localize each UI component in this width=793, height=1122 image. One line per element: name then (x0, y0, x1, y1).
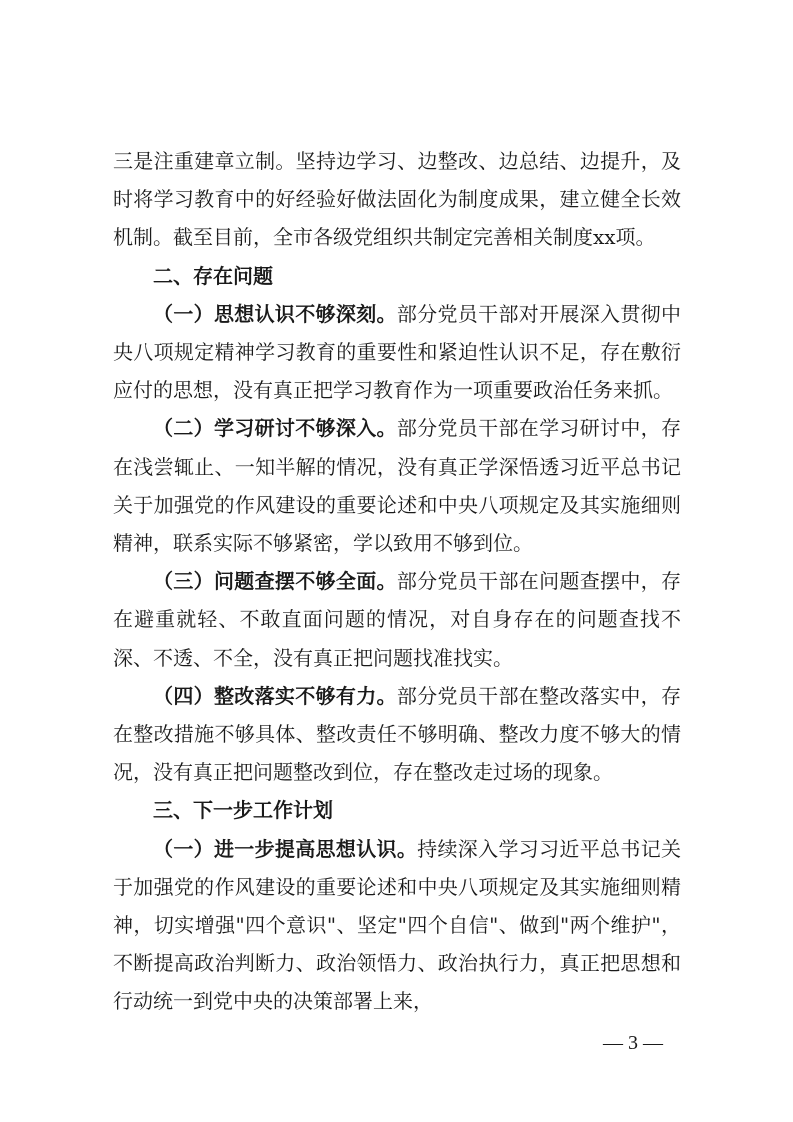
problem-item-1 (113, 295, 681, 410)
problem-item-2 (113, 409, 681, 562)
problem-item-3 (113, 562, 681, 677)
section-heading-next-steps: 三、下一步工作计划 (153, 798, 333, 823)
problem-item-2-lead: （二）学习研讨不够深入。 (153, 416, 397, 441)
problem-item-4-text: 部分党员干部在整改落实中，存在整改措施不够具体、整改责任不够明确、整改力度不够大的情况，没有真正把问题整改到位，存在整改走过场的现象。 (113, 683, 682, 785)
document-body (113, 142, 681, 1021)
plan-item-1-lead: （一）进一步提高思想认识。 (153, 836, 418, 861)
plan-item-1-text: 持续深入学习习近平总书记关于加强党的作风建设的重要论述和中央八项规定及其实施细则精神，切实增强"四个意识"、坚定"四个自信"、做到"两个维护"，不断提高政治判断力、政治领悟力、政治执行力，真正把思想和行动统一到党中央的决策部署上来， (113, 836, 682, 1014)
page-number: — 3 — (603, 1032, 663, 1054)
problem-item-3-text: 部分党员干部在问题查摆中，存在避重就轻、不敢直面问题的情况，对自身存在的问题查找不深、不透、不全，没有真正把问题找准找实。 (113, 569, 682, 670)
problem-item-3-lead: （三）问题查摆不够全面。 (153, 569, 397, 594)
problem-item-4 (113, 677, 681, 792)
section-heading-problems: 二、存在问题 (153, 263, 273, 288)
problem-item-1-lead: （一）思想认识不够深刻。 (153, 301, 397, 326)
plan-item-1 (113, 830, 681, 1021)
problem-item-2-text: 部分党员干部在学习研讨中，存在浅尝辄止、一知半解的情况，没有真正学深悟透习近平总书记关于加强党的作风建设的重要论述和中央八项规定及其实施细则精神，联系实际不够紧密，学以致用不够到位。 (113, 416, 682, 556)
problem-item-4-lead: （四）整改落实不够有力。 (153, 683, 397, 708)
problem-item-1-text: 部分党员干部对开展深入贯彻中央八项规定精神学习教育的重要性和紧迫性认识不足，存在敷衍应付的思想，没有真正把学习教育作为一项重要政治任务来抓。 (113, 301, 682, 403)
intro-paragraph: 三是注重建章立制。坚持边学习、边整改、边总结、边提升，及时将学习教育中的好经验好做法固化为制度成果，建立健全长效机制。截至目前，全市各级党组织共制定完善相关制度xx项。 (113, 149, 681, 250)
